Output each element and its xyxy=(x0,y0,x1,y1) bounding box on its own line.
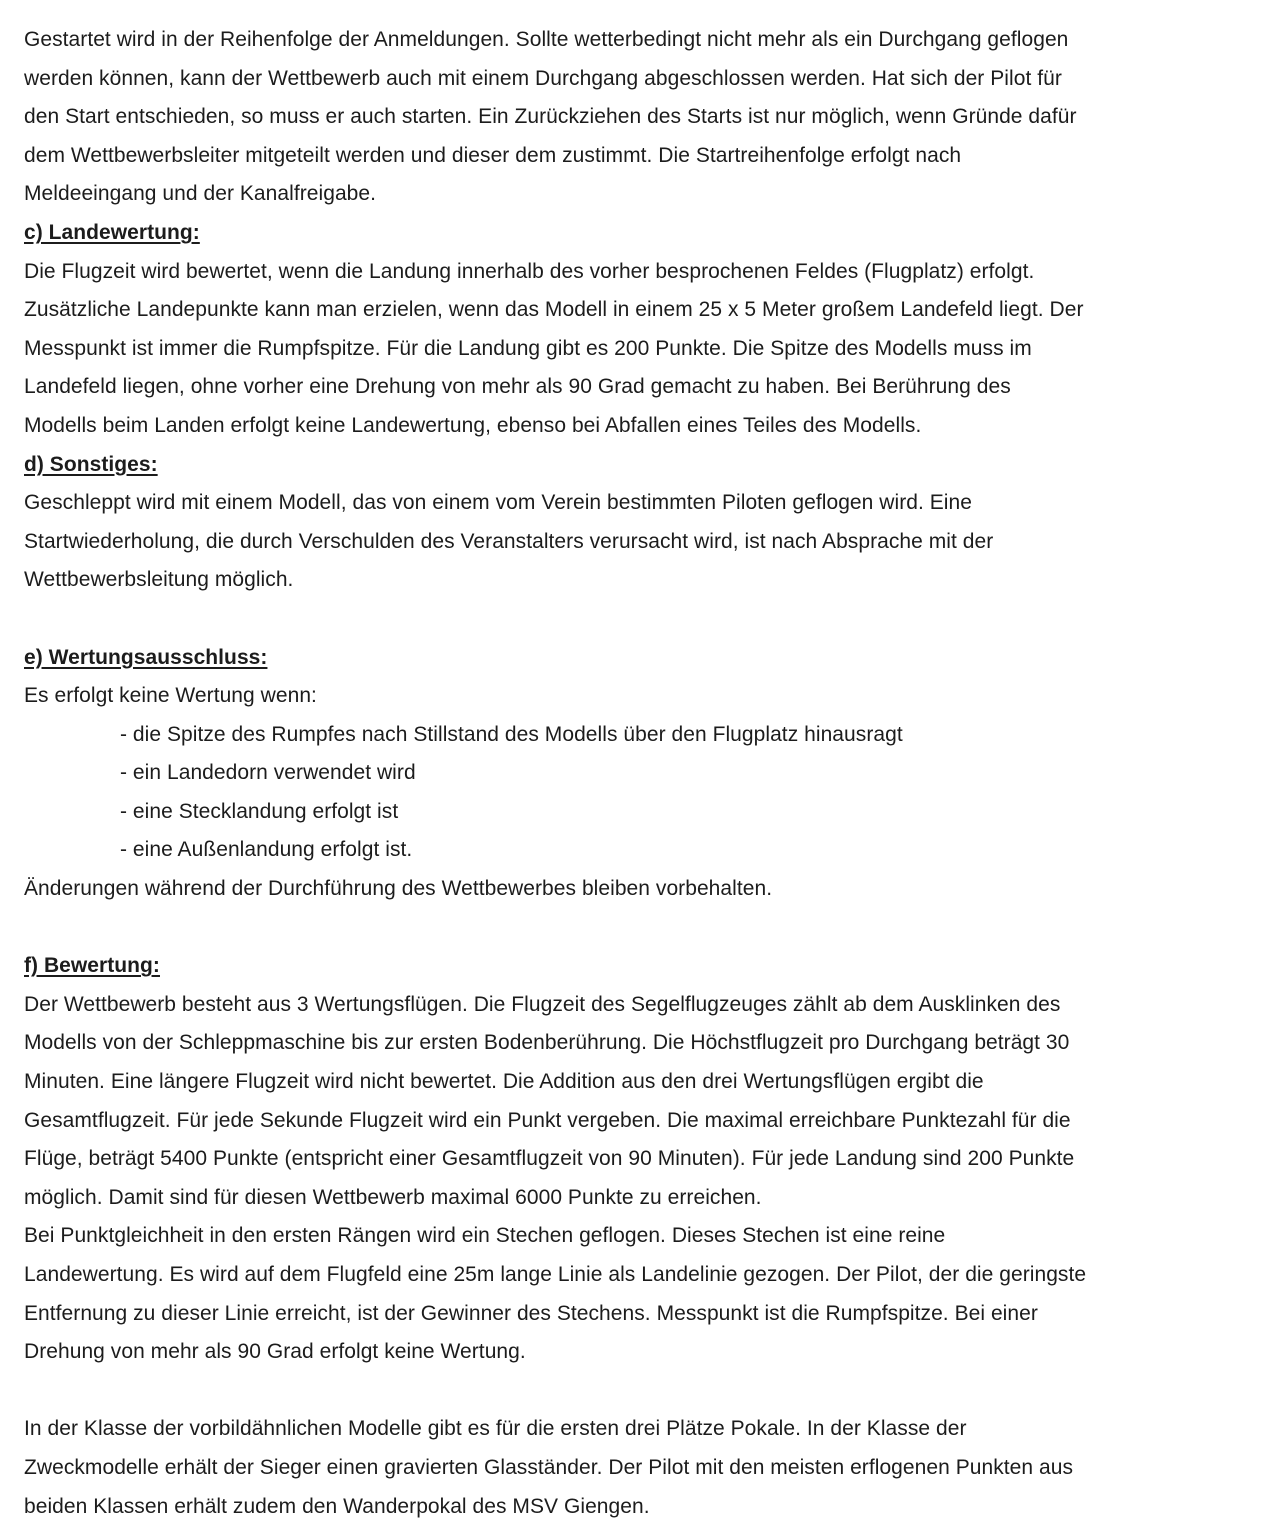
exclusion-list xyxy=(24,716,1252,870)
text-line: Geschleppt wird mit einem Modell, das von einem vom Verein bestimmten Piloten geflogen wird. Eine xyxy=(24,491,972,515)
text-line: Startwiederholung, die durch Verschulden des Veranstalters verursacht wird, ist nach Absprache mit der xyxy=(24,529,994,553)
text-line: Zusätzliche Landepunkte kann man erzielen, wenn das Modell in einem 25 x 5 Meter großem Landefeld liegt. Der xyxy=(24,298,1084,322)
text-line: Der Wettbewerb besteht aus 3 Wertungsflügen. Die Flugzeit des Segelflugzeuges zählt ab dem Ausklinken des xyxy=(24,992,1061,1016)
text-line: Gestartet wird in der Reihenfolge der Anmeldungen. Sollte wetterbedingt nicht mehr als ein Durchgang geflogen xyxy=(24,28,1069,51)
intro-paragraph xyxy=(24,21,1252,214)
text-line: möglich. Damit sind für diesen Wettbewerb maximal 6000 Punkte zu erreichen. xyxy=(24,1185,762,1209)
text-line: Entfernung zu dieser Linie erreicht, ist der Gewinner des Stechens. Messpunkt ist die Rumpfspitze. Bei einer xyxy=(24,1301,1038,1325)
text-line: Änderungen während der Durchführung des Wettbewerbes bleiben vorbehalten. xyxy=(24,877,773,901)
text-line: Meldeeingang und der Kanalfreigabe. xyxy=(24,182,377,206)
text-line: Modells von der Schleppmaschine bis zur ersten Bodenberührung. Die Höchstflugzeit pro Durchgang beträgt 30 xyxy=(24,1031,1070,1055)
text-line: Wettbewerbsleitung möglich. xyxy=(24,568,294,592)
text-line: Landefeld liegen, ohne vorher eine Drehung von mehr als 90 Grad gemacht zu haben. Bei Berührung des xyxy=(24,375,1011,399)
text-line: werden können, kann der Wettbewerb auch mit einem Durchgang abgeschlossen werden. Hat sich der Pilot für xyxy=(24,66,1062,90)
list-item: - eine Stecklandung erfolgt ist xyxy=(120,799,399,823)
text-line: Zweckmodelle erhält der Sieger einen gravierten Glasständer. Der Pilot mit den meisten erflogenen Punkten aus xyxy=(24,1455,1074,1479)
text-line: Gesamtflugzeit. Für jede Sekunde Flugzeit wird ein Punkt vergeben. Die maximal erreichbare Punktezahl für die xyxy=(24,1108,1071,1132)
text-line: In der Klasse der vorbildähnlichen Modelle gibt es für die ersten drei Plätze Pokale. In der Klasse der xyxy=(24,1417,967,1441)
section-heading-e: e) Wertungsausschluss: xyxy=(24,645,268,669)
section-bewertung xyxy=(24,947,1252,1372)
section-heading-f: f) Bewertung: xyxy=(24,954,160,978)
text-line: beiden Klassen erhält zudem den Wanderpokal des MSV Giengen. xyxy=(24,1494,650,1518)
section-landewertung xyxy=(24,214,1252,446)
spacer xyxy=(24,1372,1252,1411)
closing-paragraph xyxy=(24,1410,1252,1526)
list-item: - die Spitze des Rumpfes nach Stillstand des Modells über den Flugplatz hinausragt xyxy=(120,722,903,746)
list-item: - ein Landedorn verwendet wird xyxy=(120,761,416,785)
text-line: Minuten. Eine längere Flugzeit wird nicht bewertet. Die Addition aus den drei Wertungsflügen ergibt die xyxy=(24,1070,984,1094)
section-heading-d: d) Sonstiges: xyxy=(24,452,158,476)
section-heading-c: c) Landewertung: xyxy=(24,220,200,244)
text-line: Messpunkt ist immer die Rumpfspitze. Für die Landung gibt es 200 Punkte. Die Spitze des Modells muss im xyxy=(24,336,1032,360)
text-line: dem Wettbewerbsleiter mitgeteilt werden und dieser dem zustimmt. Die Startreihenfolge erfolgt nach xyxy=(24,143,962,167)
text-line: Flüge, beträgt 5400 Punkte (entspricht einer Gesamtflugzeit von 90 Minuten). Für jede Landung sind 200 Punkte xyxy=(24,1147,1075,1171)
spacer xyxy=(24,600,1252,639)
section-wertungsausschluss xyxy=(24,639,1252,909)
list-item: - eine Außenlandung erfolgt ist. xyxy=(120,838,413,862)
text-line: Drehung von mehr als 90 Grad erfolgt keine Wertung. xyxy=(24,1340,526,1364)
spacer xyxy=(24,909,1252,948)
text-line: Bei Punktgleichheit in den ersten Rängen wird ein Stechen geflogen. Dieses Stechen ist eine reine xyxy=(24,1224,946,1248)
text-line: Landewertung. Es wird auf dem Flugfeld eine 25m lange Linie als Landelinie gezogen. Der Pilot, der die geringste xyxy=(24,1263,1087,1286)
text-line: Die Flugzeit wird bewertet, wenn die Landung innerhalb des vorher besprochenen Feldes (Flugplatz) erfolgt. xyxy=(24,259,1035,283)
text-line: Es erfolgt keine Wertung wenn: xyxy=(24,684,317,708)
text-line: den Start entschieden, so muss er auch starten. Ein Zurückziehen des Starts ist nur möglich, wenn Gründe dafür xyxy=(24,105,1077,129)
section-sonstiges xyxy=(24,446,1252,600)
text-line: Modells beim Landen erfolgt keine Landewertung, ebenso bei Abfallen eines Teiles des Modells. xyxy=(24,413,922,437)
document-page xyxy=(24,21,1252,1526)
